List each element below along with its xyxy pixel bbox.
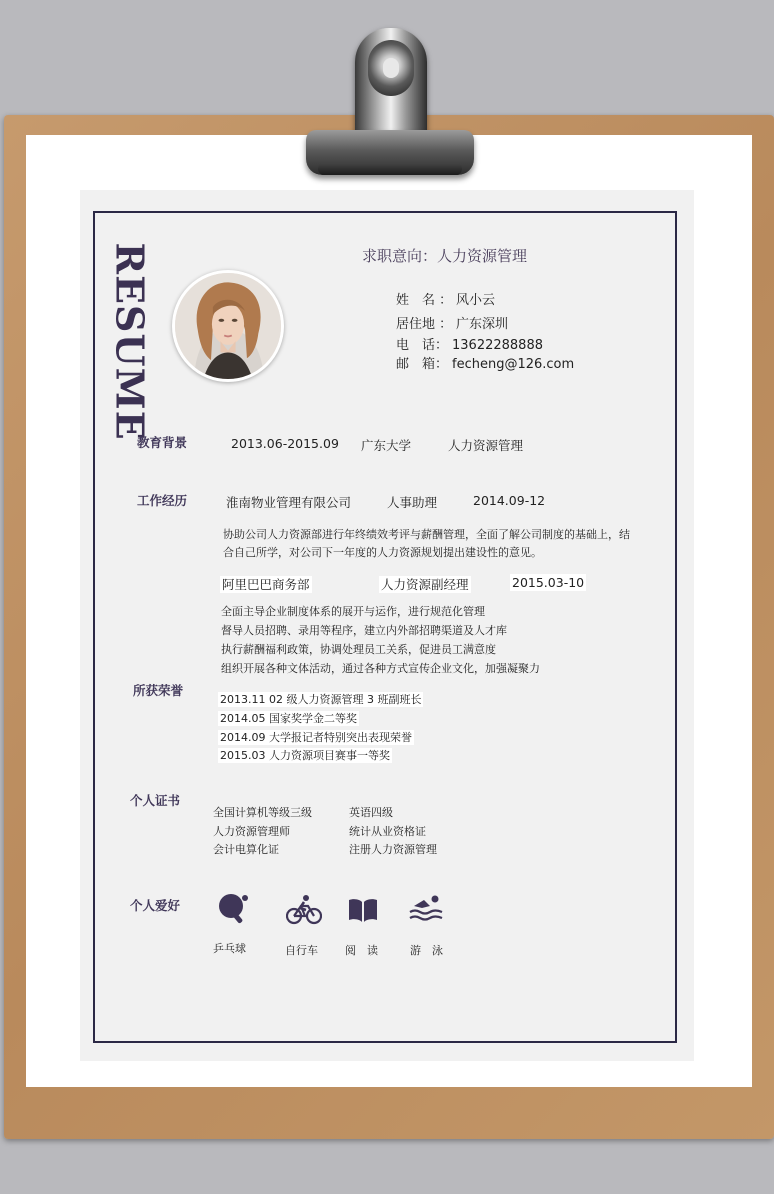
certificate-item: 统计从业资格证 xyxy=(349,825,426,838)
honor-item: 2013.11 02 级人力资源管理 3 班副班长 xyxy=(220,693,422,706)
job-position: 人力资源副经理 xyxy=(381,577,469,592)
name-label: 姓 名 ： xyxy=(396,293,453,308)
ping-pong-icon xyxy=(215,890,251,926)
resume-vertical-title: RESUME xyxy=(107,242,153,441)
certificates-title: 个人证书 xyxy=(130,793,181,808)
work-title: 工作经历 xyxy=(137,493,188,508)
certificate-item: 全国计算机等级三级 xyxy=(213,806,312,819)
certificate-item: 英语四级 xyxy=(349,806,393,819)
clip-hole xyxy=(383,58,399,78)
email-value: fecheng@126.com xyxy=(452,357,575,372)
hobbies-title: 个人爱好 xyxy=(130,898,181,913)
phone-value: 13622288888 xyxy=(452,338,543,353)
info-phone xyxy=(396,334,543,353)
job-desc-line: 全面主导企业制度体系的展开与运作，进行规范化管理 xyxy=(221,605,485,618)
job-desc-line: 督导人员招聘、录用等程序，建立内外部招聘渠道及人才库 xyxy=(221,624,507,637)
info-name xyxy=(396,289,495,308)
hobby-label: 阅 读 xyxy=(345,944,378,957)
hobby-label: 乒乓球 xyxy=(213,942,246,955)
job-date: 2015.03-10 xyxy=(512,575,585,590)
job-company: 淮南物业管理有限公司 xyxy=(226,495,352,510)
job-desc-line: 执行薪酬福利政策，协调处理员工关系，促进员工满意度 xyxy=(221,643,496,656)
phone-label: 电 话： xyxy=(396,338,449,353)
job-intent: 求职意向：人力资源管理 xyxy=(362,247,528,265)
book-icon xyxy=(345,892,381,928)
job-desc-line: 协助公司人力资源部进行年终绩效考评与薪酬管理，全面了解公司制度的基础上，结 xyxy=(223,528,630,541)
honors-title: 所获荣誉 xyxy=(133,683,184,698)
job-position: 人事助理 xyxy=(387,495,438,510)
clip-bar xyxy=(318,163,462,175)
education-school: 广东大学 xyxy=(361,438,412,453)
certificate-item: 会计电算化证 xyxy=(213,843,279,856)
profile-photo xyxy=(172,270,284,382)
info-email xyxy=(396,353,574,372)
hobby-label: 自行车 xyxy=(285,944,318,957)
honor-item: 2015.03 人力资源项目赛事一等奖 xyxy=(220,749,390,762)
education-period: 2013.06-2015.09 xyxy=(231,436,339,451)
education-major: 人力资源管理 xyxy=(448,438,524,453)
job-desc-line: 合自己所学，对公司下一年度的人力资源规划提出建设性的意见。 xyxy=(223,546,542,559)
location-value: 广东深圳 xyxy=(456,317,509,332)
job-company: 阿里巴巴商务部 xyxy=(222,577,310,592)
certificate-item: 人力资源管理师 xyxy=(213,825,290,838)
swimming-icon xyxy=(408,890,444,926)
job-desc-line: 组织开展各种文体活动，通过各种方式宣传企业文化，加强凝聚力 xyxy=(221,662,540,675)
location-label: 居住地 ： xyxy=(396,317,453,332)
certificate-item: 注册人力资源管理 xyxy=(349,843,437,856)
education-title: 教育背景 xyxy=(137,435,188,450)
honor-item: 2014.09 大学报记者特别突出表现荣誉 xyxy=(220,731,412,744)
name-value: 风小云 xyxy=(456,293,496,308)
info-location xyxy=(396,313,508,332)
job-date: 2014.09-12 xyxy=(473,493,546,508)
hobby-label: 游 泳 xyxy=(410,944,443,957)
honor-item: 2014.05 国家奖学金二等奖 xyxy=(220,712,357,725)
bicycle-icon xyxy=(286,892,322,928)
email-label: 邮 箱： xyxy=(396,357,449,372)
